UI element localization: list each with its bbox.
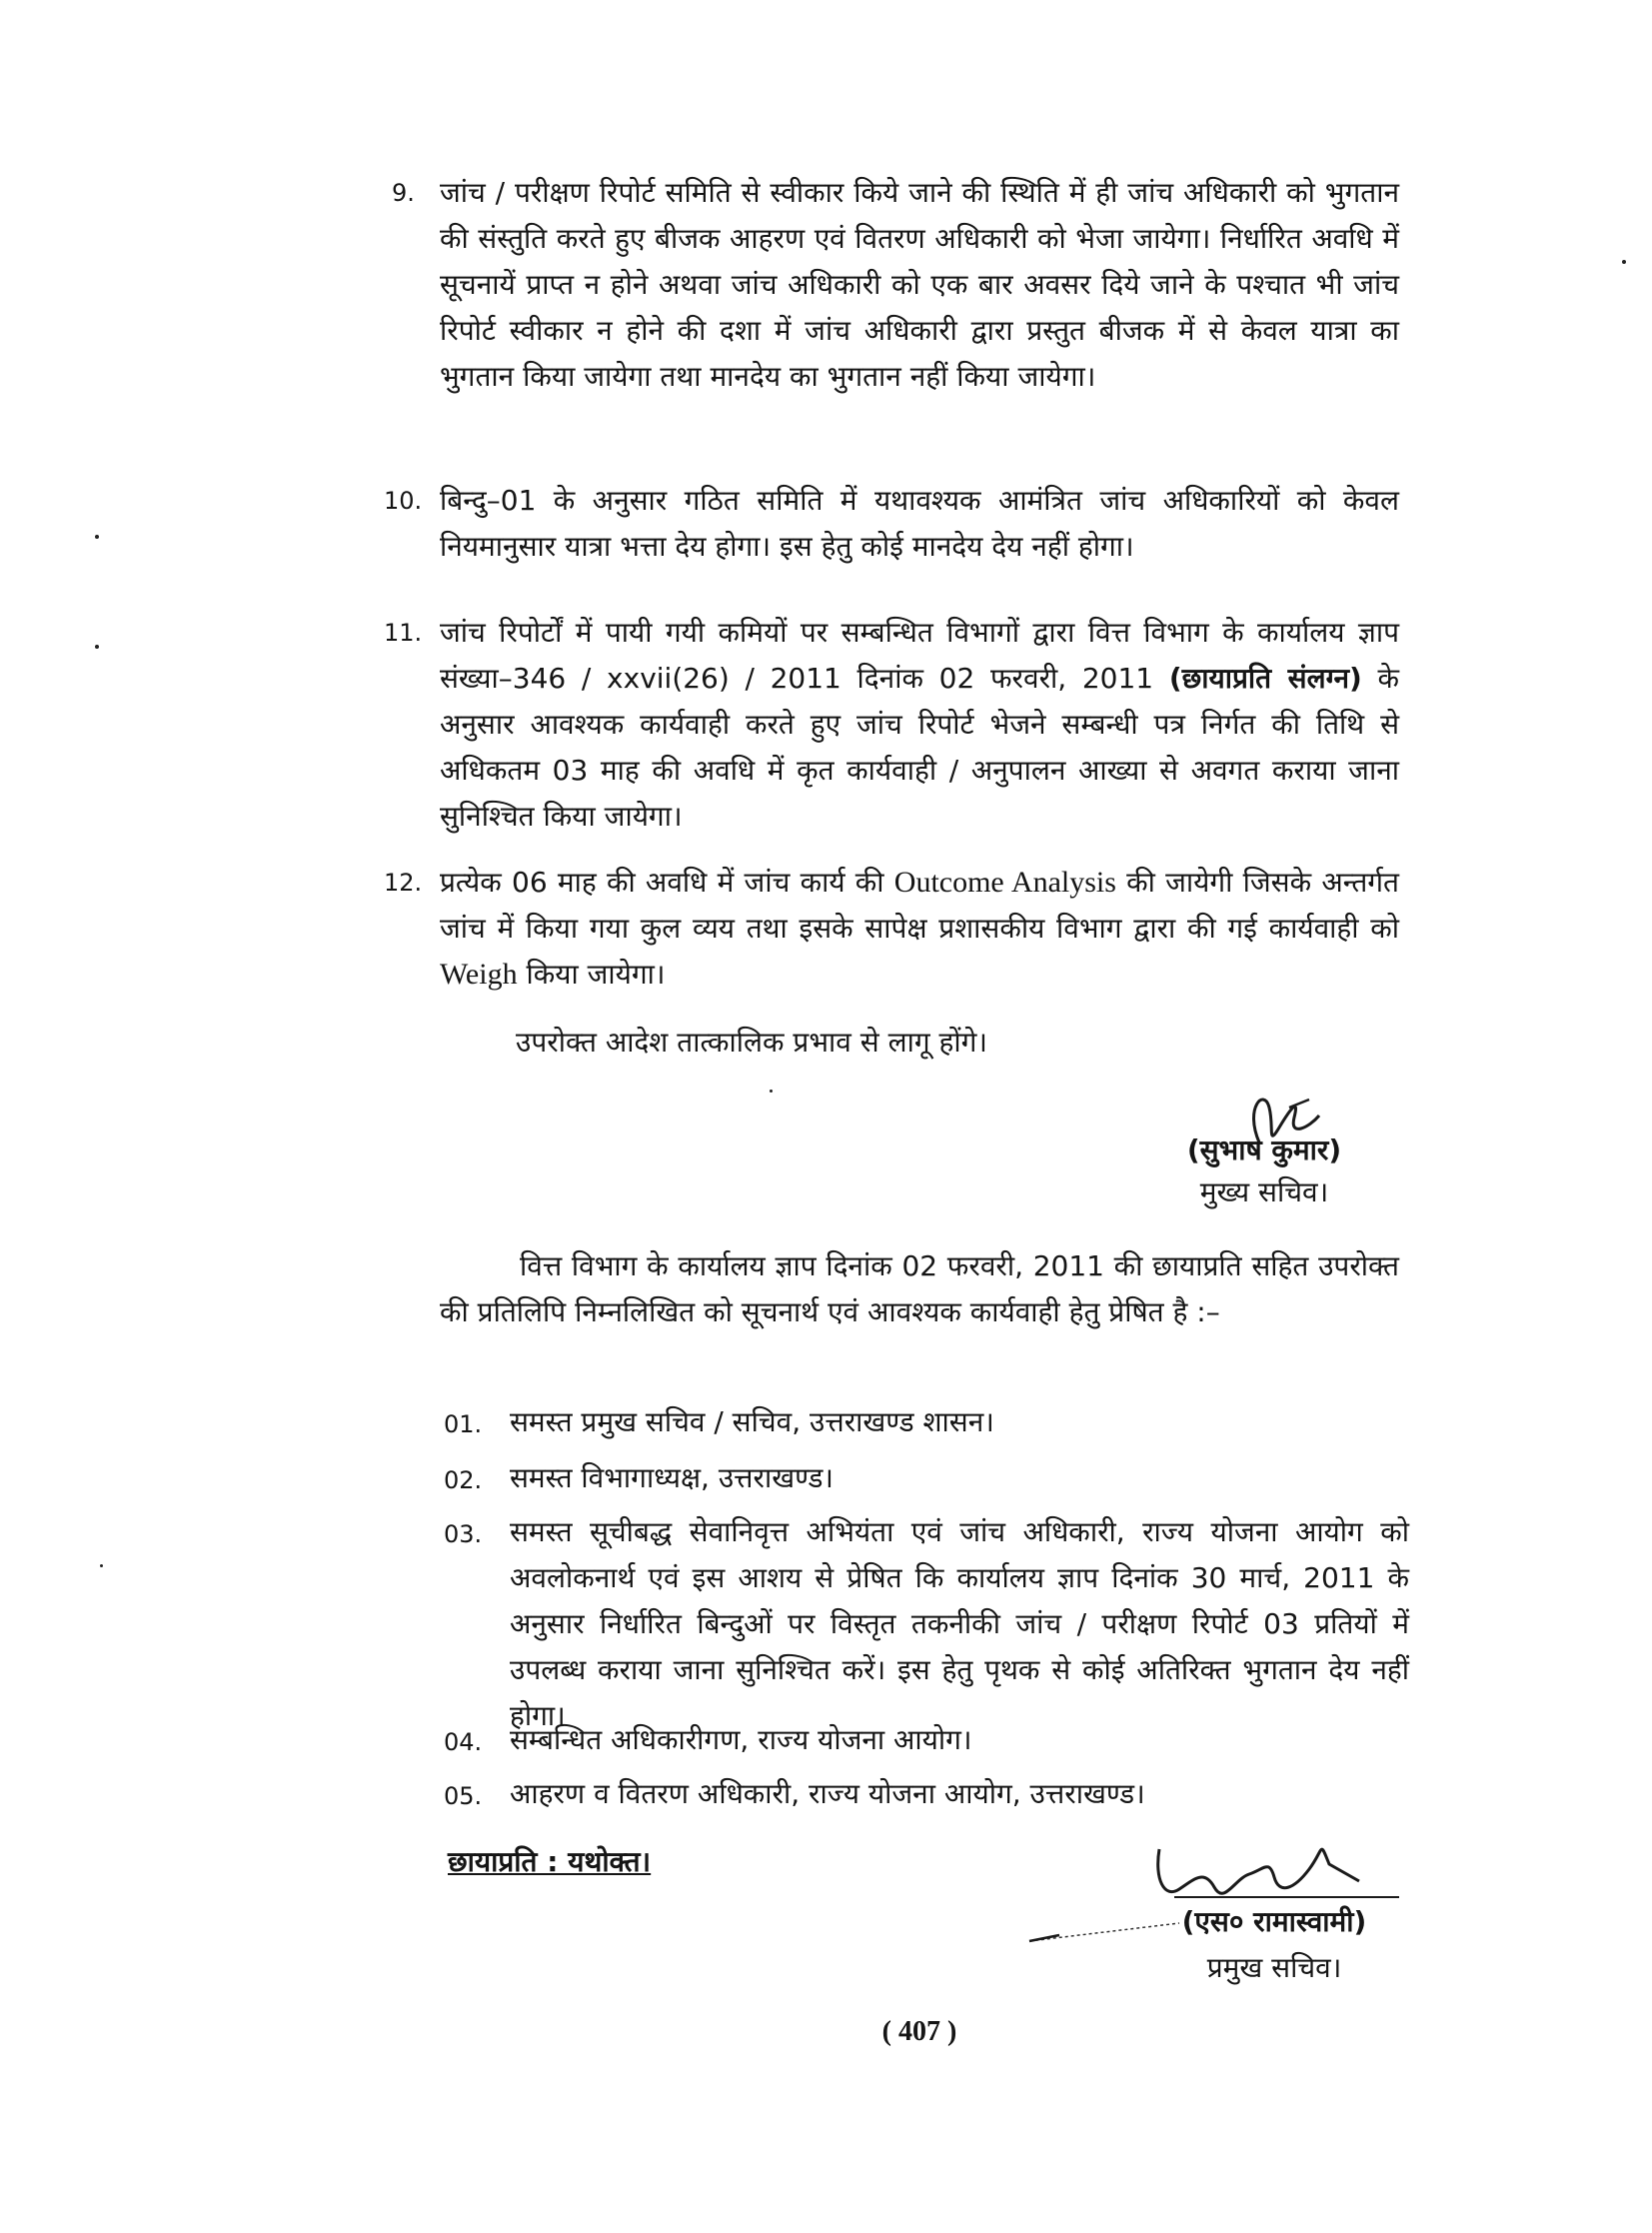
list-number: 04.: [444, 1728, 483, 1756]
paragraph-number: 9.: [392, 179, 415, 207]
list-number: 03.: [444, 1520, 483, 1548]
signatory-1-designation: मुख्य सचिव।: [1199, 1175, 1329, 1208]
order-effect-line: उपरोक्त आदेश तात्कालिक प्रभाव से लागू होंगे।: [516, 1026, 987, 1059]
outcome-analysis-term: Outcome Analysis: [893, 866, 1116, 899]
page-number: ( 407 ): [881, 2016, 957, 2047]
copy-list-item: [444, 1455, 1409, 1501]
signatory-2-name: (एस० रामास्वामी): [1181, 1905, 1367, 1938]
list-text: समस्त विभागाध्यक्ष, उत्तराखण्ड।: [510, 1461, 834, 1494]
copy-list-item: [444, 1509, 1409, 1739]
list-number: 01.: [444, 1410, 483, 1438]
list-text: सम्बन्धित अधिकारीगण, राज्य योजना आयोग।: [510, 1723, 972, 1756]
paragraph-text: जांच / परीक्षण रिपोर्ट समिति से स्वीकार किये जाने की स्थिति में ही जांच अधिकारी को भुगतान की संस्तुति करते हुए बीजक आहरण एवं वितरण अधिकारी को भेजा जायेगा। निर्धारित अवधि में सूचनायें प्राप्त न होने अथवा जांच अधिकारी को एक बार अवसर दिये जाने के पश्चात भी जांच रिपोर्ट स्वीकार न होने की दशा में जांच अधिकारी द्वारा प्रस्तुत बीजक में से केवल यात्रा का भुगतान किया जायेगा तथा मानदेय का भुगतान नहीं किया जायेगा।: [440, 176, 1399, 393]
paragraph-text-a: जांच रिपोर्टों में पायी गयी कमियों पर सम्बन्धित विभागों द्वारा वित्त विभाग के कार्यालय ज्ञाप संख्या–346 / xxvii(26) / 2011 दिनांक 02 फरवरी, 2011: [440, 616, 1399, 695]
enclosure-note: (छायाप्रति संलग्न): [1168, 662, 1362, 695]
copy-list-item: [444, 1771, 1409, 1817]
paragraph-text: बिन्दु–01 के अनुसार गठित समिति में यथावश्यक आमंत्रित जांच अधिकारियों को केवल नियमानुसार यात्रा भत्ता देय होगा। इस हेतु कोई मानदेय देय नहीं होगा।: [440, 484, 1399, 563]
paragraph-text-a: प्रत्येक 06 माह की अवधि में जांच कार्य की: [440, 866, 884, 899]
scan-speck: [100, 1564, 103, 1567]
list-text: समस्त प्रमुख सचिव / सचिव, उत्तराखण्ड शासन।: [510, 1405, 994, 1438]
list-text: समस्त सूचीबद्ध सेवानिवृत्त अभियंता एवं जांच अधिकारी, राज्य योजना आयोग को अवलोकनार्थ एवं इस आशय से प्रेषित कि कार्यालय ज्ञाप दिनांक 30 मार्च, 2011 के अनुसार निर्धारित बिन्दुओं पर विस्तृत तकनीकी जांच / परीक्षण रिपोर्ट 03 प्रतियों में उपलब्ध कराया जाना सुनिश्चित करें। इस हेतु पृथक से कोई अतिरिक्त भुगतान देय नहीं होगा।: [510, 1515, 1409, 1732]
paragraph-12: [384, 860, 1400, 998]
copy-intro: वित्त विभाग के कार्यालय ज्ञाप दिनांक 02 फरवरी, 2011 की छायाप्रति सहित उपरोक्त की प्रतिलिपि निम्नलिखित को सूचनार्थ एवं आवश्यक कार्यवाही हेतु प्रेषित है :–: [440, 1249, 1399, 1328]
paragraph-9: [392, 170, 1399, 400]
signatory-2-designation: प्रमुख सचिव।: [1206, 1951, 1342, 1984]
scan-speck: [1622, 260, 1626, 264]
paragraph-number: 12.: [384, 869, 423, 897]
list-text: आहरण व वितरण अधिकारी, राज्य योजना आयोग, उत्तराखण्ड।: [510, 1777, 1145, 1810]
paragraph-text-b: की जायेगी जिसके अन्तर्गत जांच में किया गया कुल व्यय तथा इसके सापेक्ष प्रशासकीय विभाग द्वारा की गई कार्यवाही को: [440, 866, 1400, 945]
copy-list-item: [444, 1717, 1409, 1763]
copy-list-item: [444, 1399, 1409, 1445]
list-number: 05.: [444, 1782, 483, 1810]
paragraph-text-c: किया जायेगा।: [526, 958, 666, 991]
paragraph-number: 11.: [384, 619, 423, 647]
weigh-term: Weigh: [440, 958, 518, 991]
paragraph-number: 10.: [384, 487, 423, 515]
paragraph-text-b: के अनुसार आवश्यक कार्यवाही करते हुए जांच रिपोर्ट भेजने सम्बन्धी पत्र निर्गत की तिथि से अधिकतम 03 माह की अवधि में कृत कार्यवाही / अनुपालन आख्या से अवगत कराया जाना सुनिश्चित किया जायेगा।: [440, 662, 1399, 833]
list-number: 02.: [444, 1466, 483, 1494]
enclosure-label: छायाप्रति : यथोक्त।: [448, 1845, 652, 1878]
paragraph-10: [384, 478, 1399, 570]
scan-speck: [95, 535, 99, 539]
scan-speck: [770, 1090, 773, 1093]
signatory-1-name: (सुभाष कुमार): [1186, 1133, 1342, 1166]
paragraph-11: [384, 610, 1399, 840]
scan-speck: [95, 645, 99, 649]
